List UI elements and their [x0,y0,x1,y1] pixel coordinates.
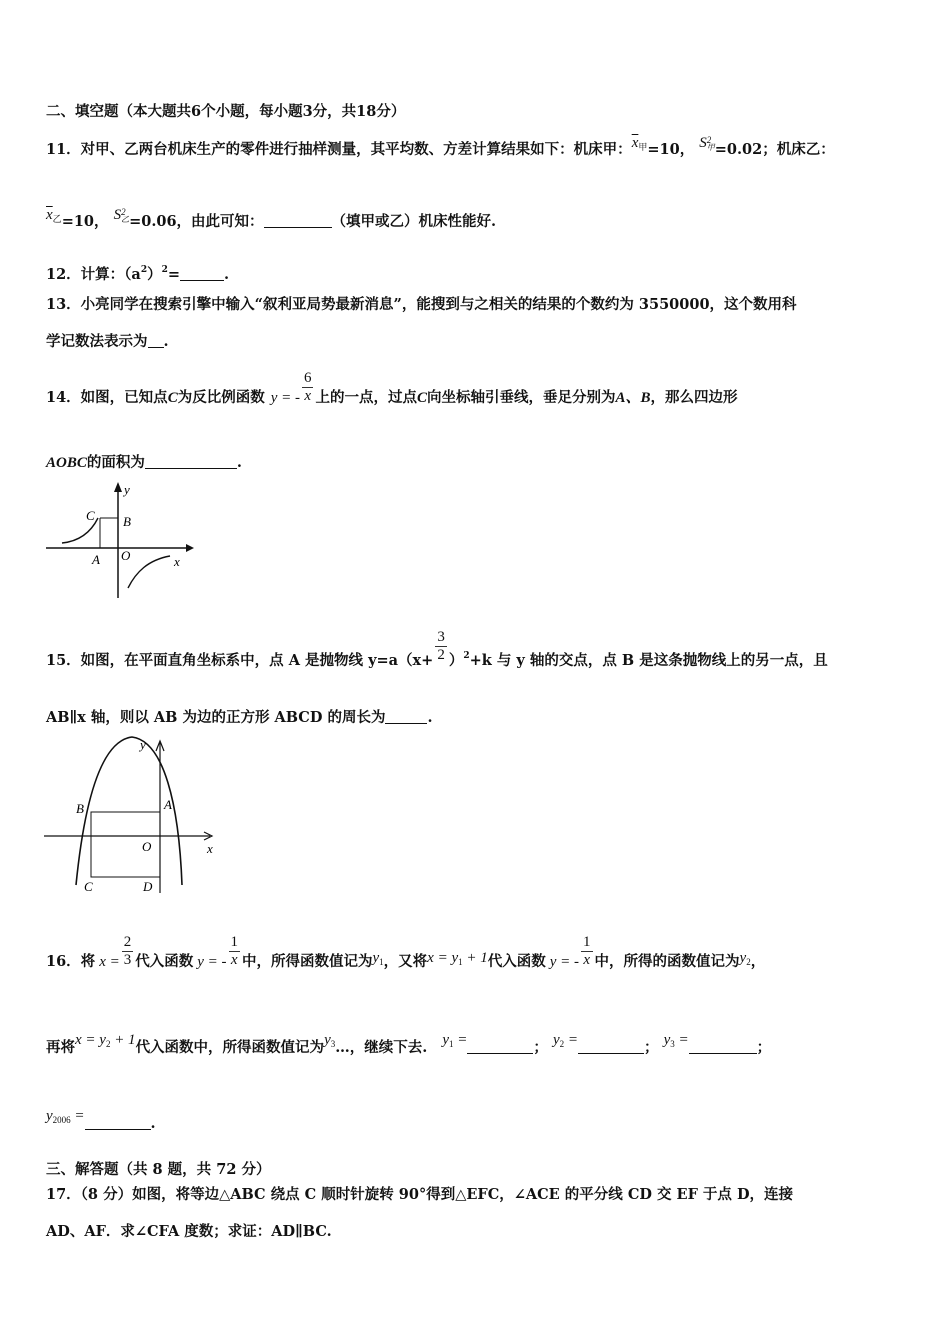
label-c: C [86,508,95,523]
label-x: x [174,554,180,569]
question-15-line-1: 15．如图，在平面直角坐标系中，点 A 是抛物线 y=a（x+ $\frac{3}{2}$ ）$^2$+k 与 y 轴的交点，点 B 是这条抛物线上的另一点，且 [46,628,828,669]
answer-blank[interactable] [385,709,427,724]
question-11-line-2: $\overline{x}_乙=10$， S 2 乙 =0.06，由此可知： （填甲或乙）机床性能好. [46,206,497,230]
fraction-1-over-x-2: $\frac{1}{x}$ [583,933,591,968]
question-16-line-1: 16．将 x = $\frac{2}{3}$ 代入函数 y = - $\frac{1}{x}$ 中，所得函数值记为$y_1$，又将$x = y_1 + 1$代入函数 y = - $\frac{1}{x}$ 中，所得的函数值记为$y_2$， [46,933,766,970]
answer-blank-y2[interactable] [578,1039,644,1054]
answer-blank[interactable] [264,213,332,228]
label-o: O [142,839,152,854]
xbar-jia: $\overline{x}_甲$ [631,135,648,152]
y-axis-arrow [114,482,122,492]
question-15-line-2: AB∥x 轴，则以 AB 为边的正方形 ABCD 的周长为 . [46,709,433,726]
fraction-3-over-2: $\frac{3}{2}$ [437,628,445,663]
question-14-line-2: AOBC的面积为 . [46,454,242,471]
fraction-6-over-x: $\frac{6}{x}$ [303,369,312,404]
label-c: C [84,879,93,894]
fraction-1-over-x: $\frac{1}{x}$ [230,933,238,968]
question-14-line-1: 14．如图，已知点C为反比例函数 y = - $\frac{6}{x}$ 上的一点，过点C向坐标轴引垂线，垂足分别为A、B，那么四边形 [46,369,738,406]
answer-blank-y3[interactable] [689,1039,757,1054]
question-17-line-1: 17．（8 分）如图，将等边△ABC 绕点 C 顺时针旋转 90°得到△EFC，∠ACE 的平分线 CD 交 EF 于点 D，连接 [46,1186,794,1203]
label-y: y [124,482,130,497]
section-3-title: 三、解答题（共 8 题，共 72 分） [46,1161,271,1178]
question-17-line-2: AD、AF．求∠CFA 度数；求证：AD∥BC. [46,1223,332,1240]
label-y: y [140,737,146,752]
answer-blank[interactable] [145,454,237,469]
question-16-line-3: $y_{2006}$ = . [46,1108,156,1132]
label-d: D [143,879,153,894]
label-a: A [92,552,100,567]
question-13-line-2: 学记数法表示为 . [46,333,169,350]
label-b: B [123,514,131,529]
s2-yi: S 2 乙 [113,206,130,224]
x-axis-arrow [186,544,194,552]
answer-blank-y2006[interactable] [85,1115,151,1130]
label-o: O [121,548,131,563]
question-13-line-1: 13．小亮同学在搜索引擎中输入“叙利亚局势最新消息”，能搜到与之相关的结果的个数约为 3550000，这个数用科 [46,296,797,313]
answer-blank-y1[interactable] [467,1039,533,1054]
hyperbola-right-branch [128,556,170,588]
question-16-line-2: 再将$x = y_2 + 1$代入函数中，所得函数值记为$y_3\dots$，继续下去. $y_1$ = ； $y_2$ = ； $y_3$ = ； [46,1032,772,1056]
answer-blank[interactable] [148,333,164,348]
answer-blank[interactable] [180,266,224,281]
s2-jia: S 2 甲 [699,134,715,152]
question-12: 12．计算：$(a^2)^2=$ . [46,265,230,283]
label-a: A [164,797,172,812]
fraction-2-over-3: $\frac{2}{3}$ [123,933,132,968]
label-b: B [76,801,84,816]
section-2-title: 二、填空题（本大题共6个小题，每小题3分，共18分） [46,103,406,120]
question-11-line-1: 11．对甲、乙两台机床生产的零件进行抽样测量，其平均数、方差计算结果如下：机床甲：$\overline{x}_甲=10$， S 2 甲 =0.02；机床乙： [46,134,835,158]
xbar-yi: $\overline{x}_乙$ [46,207,62,224]
figure-q15-parabola [44,735,224,895]
figure-q14-hyperbola [44,480,194,602]
label-x: x [207,841,213,856]
